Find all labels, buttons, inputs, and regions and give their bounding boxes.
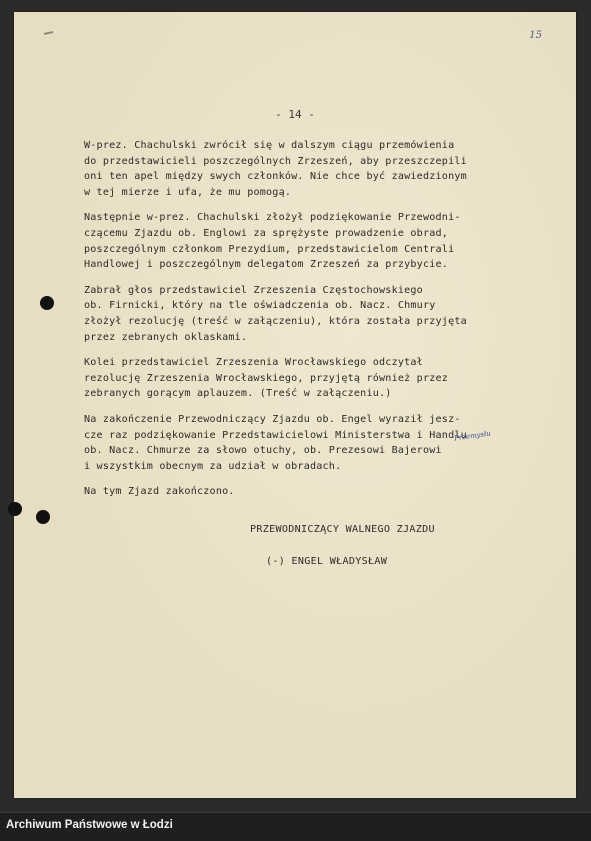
page-number: - 14 -	[275, 108, 315, 121]
text-line: Kolei przedstawiciel Zrzeszenia Wrocławskiego odczytał	[84, 357, 423, 369]
paragraph	[84, 210, 524, 272]
signature-title: PRZEWODNICZĄCY WALNEGO ZJAZDU	[250, 524, 435, 535]
text-line: ob. Firnicki, który na tle oświadczenia ob. Nacz. Chmury	[84, 300, 436, 312]
archive-folio-number: 15	[529, 30, 542, 41]
text-line: Na zakończenie Przewodniczący Zjazdu ob. Engel wyraził jesz-	[84, 413, 461, 425]
signature-name: (-) ENGEL WŁADYSŁAW	[266, 556, 388, 567]
handwritten-insertion: Przemysłu	[453, 429, 492, 443]
text-line: przez zebranych oklaskami.	[84, 331, 248, 343]
paragraph	[84, 355, 524, 402]
text-line: Na tym Zjazd zakończono.	[84, 486, 235, 498]
text-line: rezolucję Zrzeszenia Wrocławskiego, przyjętą również przez	[84, 372, 449, 384]
text-line: cze raz podziękowanie Przedstawicielowi Ministerstwa i Handlu	[84, 429, 467, 441]
text-line: w tej mierze i ufa, że mu pomogą.	[84, 186, 292, 198]
punch-hole-icon	[8, 502, 22, 516]
text-line: Handlowej i poszczególnym delegatom Zrzeszeń za przybycie.	[84, 259, 449, 271]
text-line: oni ten apel między swych członków. Nie chce być zawiedzionym	[84, 171, 467, 183]
text-line: poszczególnym członkom Prezydium, przedstawicielom Centrali	[84, 243, 455, 255]
text-line: zebranych gorącym aplauzem. (Treść w załączeniu.)	[84, 388, 392, 400]
punch-hole-icon	[36, 510, 50, 524]
punch-hole-icon	[40, 296, 54, 310]
document-body	[84, 138, 524, 510]
text-line: Następnie w-prez. Chachulski złożył podziękowanie Przewodni-	[84, 212, 461, 224]
text-line: złożył rezolucję (treść w załączeniu), która została przyjęta	[84, 315, 467, 327]
paragraph	[84, 484, 524, 500]
text-line: Zabrał głos przedstawiciel Zrzeszenia Częstochowskiego	[84, 284, 423, 296]
paragraph	[84, 412, 524, 474]
text-line: czącemu Zjazdu ob. Englowi za sprężyste prowadzenie obrad,	[84, 227, 449, 239]
document-page	[14, 12, 576, 798]
text-line: do przedstawicieli poszczególnych Zrzeszeń, aby przeszczepili	[84, 155, 467, 167]
text-line: ob. Nacz. Chmurze za słowo otuchy, ob. Prezesowi Bajerowi	[84, 445, 442, 457]
text-line: W-prez. Chachulski zwrócił się w dalszym ciągu przemówienia	[84, 140, 455, 151]
paragraph	[84, 283, 524, 345]
paragraph	[84, 138, 524, 200]
archive-footer-bar	[0, 812, 591, 841]
text-line: i wszystkim obecnym za udział w obradach.	[84, 460, 342, 472]
archive-label: Archiwum Państwowe w Łodzi	[6, 819, 173, 831]
pencil-tick-mark	[44, 31, 53, 35]
